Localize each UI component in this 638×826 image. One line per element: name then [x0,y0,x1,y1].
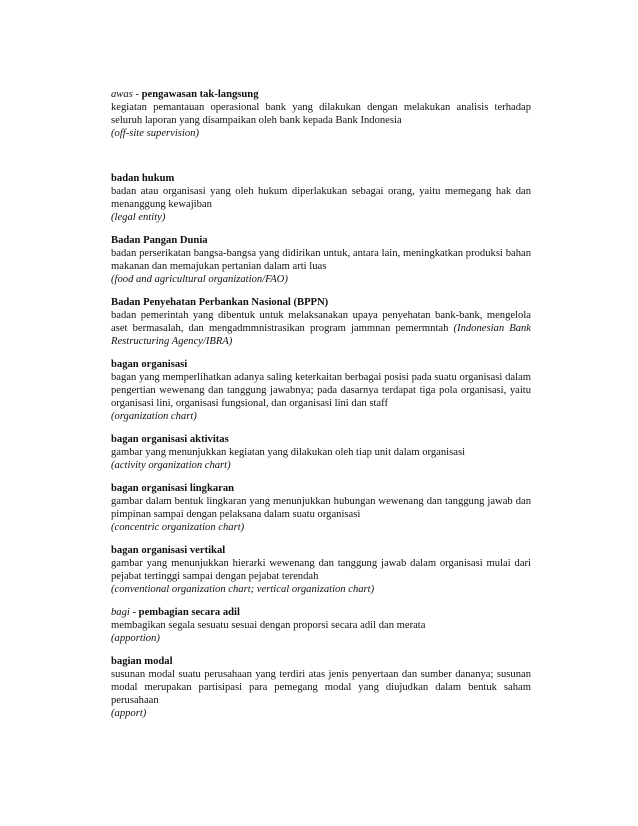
entry-definition: badan atau organisasi yang oleh hukum diperlakukan sebagai orang, yaitu memegang hak dan menanggung kewajiban [111,186,531,210]
glossary-entry-bagi [111,606,531,645]
entry-term: Badan Pangan Dunia [111,235,208,246]
entry-english-term: (activity organization chart) [111,460,231,471]
entry-definition: kegiatan pemantauan operasional bank yang dilakukan dengan melakukan analisis terhadap seluruh laporan yang disampaikan oleh bank kepada Bank Indonesia [111,102,531,126]
entry-english-term: (conventional organization chart; vertical organization chart) [111,584,375,595]
entry-term: bagan organisasi [111,359,188,370]
entry-subterm: pembagian secara adil [138,607,240,618]
glossary-entry-bagan-organisasi-vertikal [111,544,531,596]
entry-definition: gambar dalam bentuk lingkaran yang menunjukkan hubungan wewenang dan tanggung jawab dan pimpinan sampai dengan pelaksana dalam suatu organisasi [111,496,531,520]
entry-definition: gambar yang menunjukkan hierarki wewenang dan tanggung jawab dalam organisasi mulai dari pejabat tertinggi sampai dengan pejabat terendah [111,558,531,582]
entry-term: Badan Penyehatan Perbankan Nasional (BPPN) [111,297,329,308]
entry-english-term: (Indonesian Bank Restructuring Agency/IBRA) [111,323,531,347]
entry-definition: badan perserikatan bangsa-bangsa yang didirikan untuk, antara lain, meningkatkan produksi bahan makanan dan memajukan pertanian dalam arti luas [111,248,531,272]
glossary-entry-bagan-organisasi [111,358,531,423]
entry-english-term: (concentric organization chart) [111,522,245,533]
document-page [111,88,531,730]
entry-definition: bagan yang memperlihatkan adanya saling keterkaitan berbagai posisi pada suatu organisasi dalam pengertian wewenang dan tanggung jawabnya; pada dasarnya terdapat tiga pola organisasi, yaitu organisasi lini, organisasi fungsional, dan organisasi lini dan staff [111,372,531,409]
entry-term: bagan organisasi aktivitas [111,434,229,445]
glossary-entry-bagian-modal [111,655,531,720]
glossary-entry-bagan-organisasi-aktivitas [111,433,531,472]
entry-heading [111,606,531,619]
entry-definition: gambar yang menunjukkan kegiatan yang dilakukan oleh tiap unit dalam organisasi [111,447,466,458]
entry-english-term: (apportion) [111,633,160,644]
entry-english-term: (legal entity) [111,212,166,223]
entry-definition: membagikan segala sesuatu sesuai dengan proporsi secara adil dan merata [111,620,426,631]
glossary-entry-badan-hukum [111,172,531,224]
entry-separator: - [129,607,139,618]
entry-definition [111,309,531,348]
entry-english-term: (off-site supervision) [111,128,199,139]
entry-term: badan hukum [111,173,175,184]
entry-english-term: (food and agricultural organization/FAO) [111,274,288,285]
glossary-entry-awas [111,88,531,140]
glossary-entry-bppn [111,296,531,348]
entry-english-term: (apport) [111,708,147,719]
entry-term: bagian modal [111,656,173,667]
entry-term: bagan organisasi lingkaran [111,483,235,494]
glossary-entry-badan-pangan-dunia [111,234,531,286]
entry-definition: susunan modal suatu perusahaan yang terdiri atas jenis penyertaan dan sumber dananya; susunan modal merupakan partisipasi para pemegang modal yang diujudkan dalam bentuk saham perusahaan [111,669,531,706]
glossary-entry-bagan-organisasi-lingkaran [111,482,531,534]
entry-english-term: (organization chart) [111,411,197,422]
entry-term: bagi [111,607,130,618]
entry-subterm: pengawasan tak-langsung [141,89,259,100]
entry-separator: - [132,89,142,100]
entry-term: awas [111,89,133,100]
entry-definition-text: badan pemerintah yang dibentuk untuk melaksanakan upaya penyehatan bank-bank, mengelola aset bermasalah, dan mengadmmnistrasikan program jammnan pemermntah [111,310,531,334]
entry-term: bagan organisasi vertikal [111,545,226,556]
entry-heading [111,88,531,101]
